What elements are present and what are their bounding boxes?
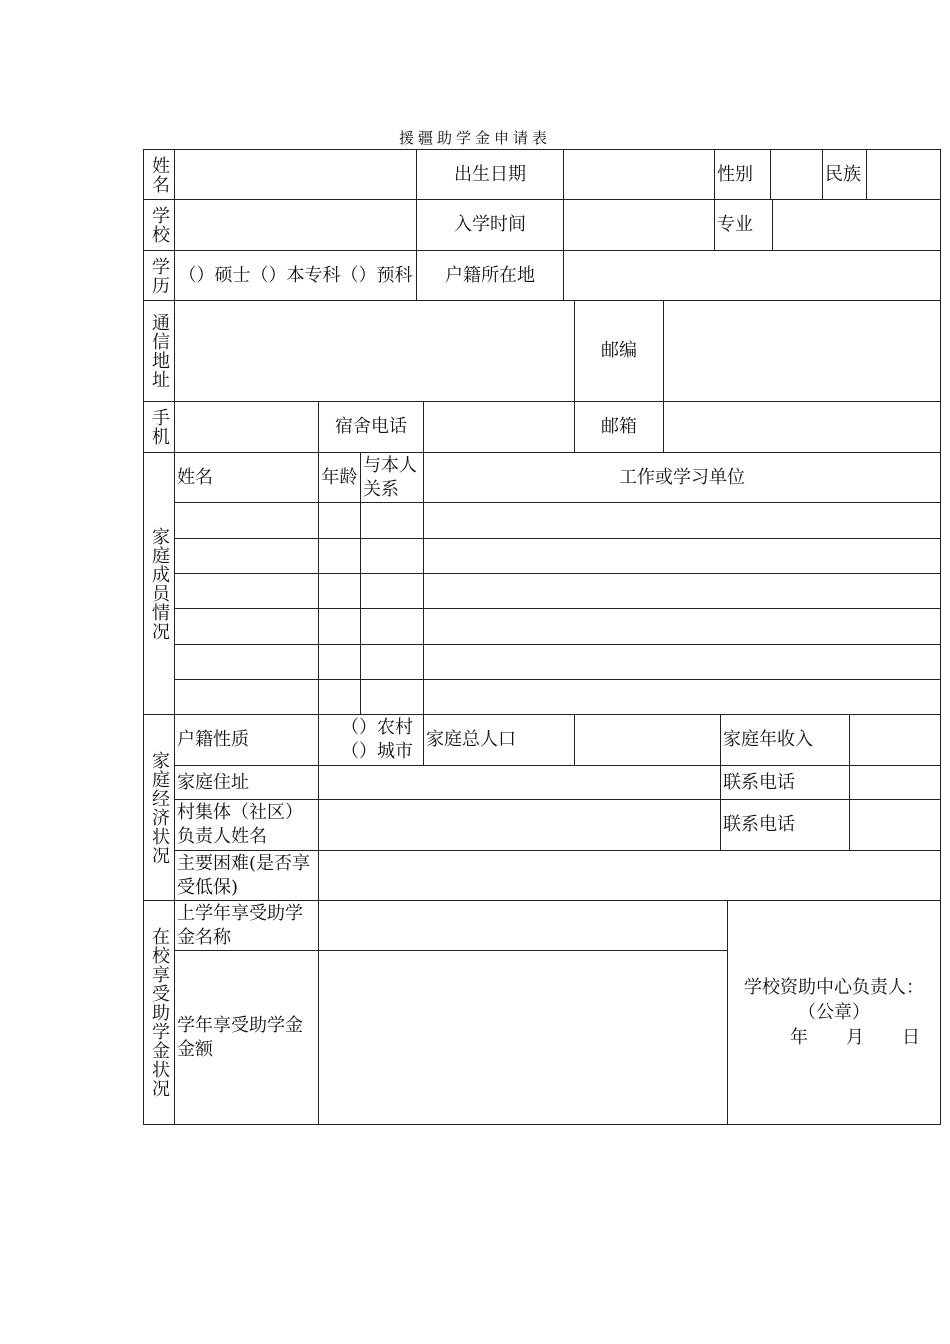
- hukou-place-label: 户籍所在地: [445, 264, 535, 286]
- annual-income-label: 家庭年收入: [723, 729, 813, 750]
- family-total-population-label: 家庭总人口: [426, 729, 516, 750]
- village-head-label: 村集体（社区）负责人姓名: [177, 802, 303, 847]
- postcode-label: 邮编: [601, 340, 637, 361]
- school-aid-center-signoff: [728, 975, 940, 1050]
- email-field[interactable]: [664, 402, 940, 452]
- family-member-workplace[interactable]: [424, 609, 940, 644]
- name-label: 姓名: [149, 155, 170, 194]
- month-label: 月: [846, 1027, 864, 1048]
- mobile-field[interactable]: [175, 402, 318, 452]
- family-member-workplace[interactable]: [424, 503, 940, 538]
- birth-date-label: 出生日期: [454, 163, 526, 185]
- family-member-relation[interactable]: [361, 574, 423, 608]
- official-seal: （公章）: [798, 1002, 870, 1023]
- dorm-phone-label: 宿舍电话: [335, 416, 407, 437]
- major-field[interactable]: [773, 200, 940, 250]
- main-difficulty-label: 主要困难(是否享受低保): [177, 852, 311, 898]
- enrollment-date-label: 入学时间: [454, 214, 526, 235]
- family-member-workplace[interactable]: [424, 680, 940, 714]
- urban-option[interactable]: （）城市: [341, 741, 413, 762]
- family-header-relation: 与本人关系: [363, 454, 417, 500]
- form-title: 援疆助学金申请表: [398, 129, 551, 147]
- aid-amount-label: 学年享受助学金金额: [177, 1014, 303, 1060]
- family-member-name[interactable]: [175, 503, 318, 538]
- contact-phone-label: 联系电话: [723, 771, 795, 793]
- family-total-population-field[interactable]: [575, 715, 720, 765]
- hukou-type-label: 户籍性质: [177, 729, 249, 750]
- annual-income-field[interactable]: [850, 715, 940, 765]
- rural-option[interactable]: （）农村: [341, 717, 413, 738]
- ethnicity-label: 民族: [825, 163, 861, 185]
- family-member-age[interactable]: [319, 503, 360, 538]
- postcode-field[interactable]: [664, 301, 940, 401]
- address-field[interactable]: [175, 301, 574, 401]
- last-year-aid-name-label: 上学年享受助学金名称: [177, 902, 303, 948]
- family-member-row[interactable]: [175, 503, 940, 538]
- mobile-label: 手机: [149, 408, 170, 446]
- family-member-relation[interactable]: [361, 609, 423, 644]
- application-form-table: [143, 149, 941, 1125]
- family-member-row[interactable]: [175, 609, 940, 644]
- name-field[interactable]: [175, 150, 416, 199]
- family-member-age[interactable]: [319, 645, 360, 679]
- family-member-name[interactable]: [175, 609, 318, 644]
- last-year-aid-name-field[interactable]: [319, 901, 727, 950]
- dorm-phone-field[interactable]: [424, 402, 574, 452]
- family-member-row[interactable]: [175, 574, 940, 608]
- family-header-age: 年龄: [321, 466, 358, 488]
- village-head-field[interactable]: [319, 800, 720, 850]
- home-address-field[interactable]: [319, 766, 720, 799]
- family-member-relation[interactable]: [361, 539, 423, 573]
- village-contact-phone-label: 联系电话: [723, 814, 795, 835]
- family-section-label: 家庭成员情况: [149, 526, 170, 641]
- family-member-name[interactable]: [175, 574, 318, 608]
- home-address-label: 家庭住址: [177, 771, 249, 793]
- hukou-place-field[interactable]: [564, 251, 940, 300]
- year-label: 年: [790, 1027, 808, 1048]
- address-label: 通信地址: [149, 313, 170, 389]
- family-header-name: 姓名: [177, 466, 213, 488]
- signoff-title: 学校资助中心负责人：: [744, 977, 924, 998]
- family-member-age[interactable]: [319, 609, 360, 644]
- aid-section-label: 在校享受助学金状况: [149, 927, 170, 1098]
- birth-date-field[interactable]: [564, 150, 714, 199]
- enrollment-date-field[interactable]: [564, 200, 714, 250]
- family-member-relation[interactable]: [361, 680, 423, 714]
- school-label: 学校: [149, 206, 170, 244]
- family-member-row[interactable]: [175, 680, 940, 714]
- email-label: 邮箱: [601, 416, 637, 437]
- family-member-name[interactable]: [175, 680, 318, 714]
- village-contact-phone-field[interactable]: [850, 800, 940, 850]
- family-member-age[interactable]: [319, 539, 360, 573]
- family-member-workplace[interactable]: [424, 645, 940, 679]
- family-member-workplace[interactable]: [424, 539, 940, 573]
- ethnicity-field[interactable]: [867, 150, 940, 199]
- family-member-relation[interactable]: [361, 645, 423, 679]
- aid-amount-field[interactable]: [319, 951, 727, 1124]
- family-member-row[interactable]: [175, 645, 940, 679]
- gender-label: 性别: [717, 163, 753, 185]
- family-member-relation[interactable]: [361, 503, 423, 538]
- family-header-workplace: 工作或学习单位: [619, 466, 745, 488]
- gender-field[interactable]: [771, 150, 822, 199]
- family-member-age[interactable]: [319, 680, 360, 714]
- education-options[interactable]: （）硕士（）本专科（）预科: [178, 264, 413, 286]
- contact-phone-field[interactable]: [850, 766, 940, 799]
- family-member-workplace[interactable]: [424, 574, 940, 608]
- economy-section-label: 家庭经济状况: [149, 750, 170, 865]
- family-member-row[interactable]: [175, 539, 940, 573]
- school-field[interactable]: [175, 200, 416, 250]
- main-difficulty-field[interactable]: [319, 851, 940, 900]
- day-label: 日: [902, 1027, 920, 1048]
- major-label: 专业: [717, 214, 753, 235]
- education-label: 学历: [149, 256, 170, 295]
- family-member-age[interactable]: [319, 574, 360, 608]
- family-member-name[interactable]: [175, 539, 318, 573]
- signoff-date: [728, 1025, 940, 1050]
- family-member-name[interactable]: [175, 645, 318, 679]
